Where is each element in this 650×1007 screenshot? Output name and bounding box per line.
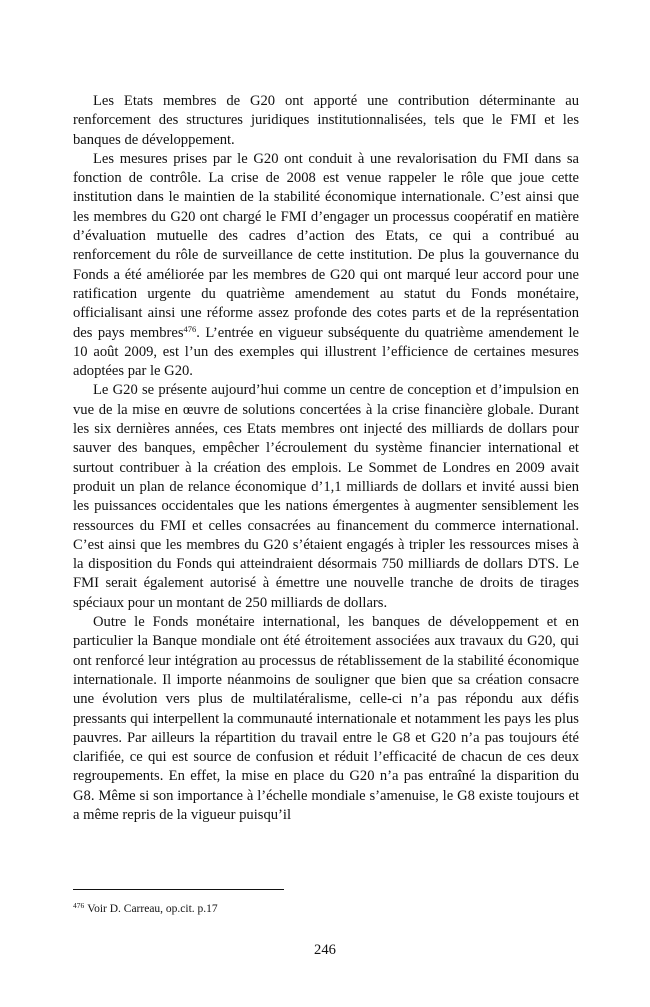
paragraph-3: Le G20 se présente aujourd’hui comme un centre de conception et d’impulsion en vue de la mise en œuvre de solutions concertées à la crise financière globale. Durant les six dernières années, ces Etats membres ont injecté des milliards de dollars pour sauver des banques, empêcher l’écroulement du système financier international et surtout contribuer à la création des emplois. Le Sommet de Londres en 2009 avait produit un plan de relance économique d’1,1 milliards de dollars et invité aussi bien les puissances occidentales que les nations émergentes à augmenter sensiblement les ressources du FMI et celles consacrées au financement du commerce international. C’est ainsi que les membres du G20 s’étaient engagés à tripler les ressources mises à la disposition du Fonds qui atteindraient désormais 750 milliards de dollars DTS. Le FMI serait également autorisé à émettre une nouvelle tranche de droits de tirages spéciaux pour un montant de 250 milliards de dollars. [73,382,579,611]
paragraph-2 [73,150,579,382]
paragraph-4: Outre le Fonds monétaire international, les banques de développement et en particulier la Banque mondiale ont été étroitement associées aux travaux du G20, qui ont renforcé leur intégration au processus de rétablissement de la stabilité économique internationale. Il importe néanmoins de souligner que bien que sa création consacre une évolution vers plus de multilatéralisme, celle-ci n’a pas répondu aux défis pressants qui interpellent la communauté internationale et notamment les pays les plus pauvres. Par ailleurs la répartition du travail entre le G8 et G20 n’a pas toujours été clarifiée, ce qui est source de confusion et réduit l’efficacité de chacun de ces deux regroupements. En effet, la mise en place du G20 n’a pas entraîné la disparition du G8. Même si son importance à l’échelle mondiale s’amenuise, le G8 existe toujours et a même repris de la vigueur puisqu’il [73,614,579,823]
footnote-number: 476 [73,901,85,910]
footnote-text: Voir D. Carreau, op.cit. p.17 [87,903,218,915]
paragraph-1: Les Etats membres de G20 ont apporté une contribution déterminante au renforcement des structures juridiques institutionnalisées, tels que le FMI et les banques de développement. [73,93,579,148]
paragraph-2-tail: . L’entrée en vigueur subséquente du quatrième amendement le 10 août 2009, est l’un des exemples qui illustrent l’efficience de certaines mesures adoptées par le G20. [73,324,579,380]
footnote-reference[interactable]: 476 [183,323,197,334]
footnote [73,902,579,916]
body-text [73,92,579,825]
paragraph-2-text: Les mesures prises par le G20 ont conduit à une revalorisation du FMI dans sa fonction de contrôle. La crise de 2008 est venue rappeler le rôle que joue cette institution dans le maintien de la stabilité économique internationale. C’est ainsi que les membres du G20 ont chargé le FMI d’engager un processus coopératif en matière d’évaluation mutuelle des cadres d’action des Etats, ce qui a contribué au renforcement du rôle de surveillance de cette institution. De plus la gouvernance du Fonds a été améliorée par les membres de G20 qui ont marqué leur accord pour une ratification urgente du quatrième amendement au statut du Fonds monétaire, officialisant ainsi une réforme assez profonde des cotes parts et de la représentation des pays membres [73,150,579,341]
footnote-divider [73,889,284,890]
page-number: 246 [314,942,336,958]
